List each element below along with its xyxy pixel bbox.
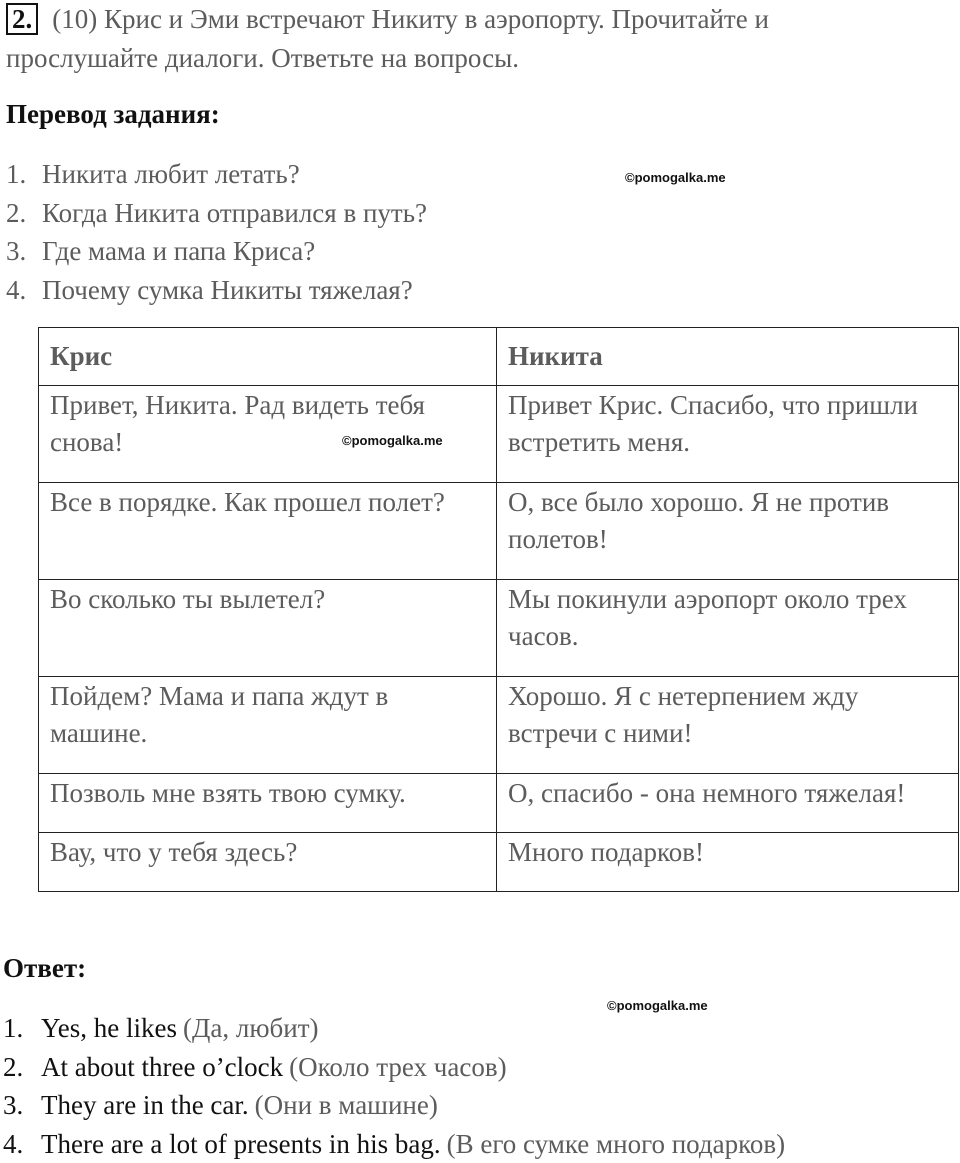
table-row <box>39 677 959 774</box>
table-cell: Много подарков! <box>497 833 959 892</box>
table-cell: Пойдем? Мама и папа ждут в машине. <box>39 677 497 774</box>
table-header-row <box>39 328 959 386</box>
table-row <box>39 580 959 677</box>
table-row <box>39 774 959 833</box>
list-item: 3. Где мама и папа Криса? <box>6 232 427 271</box>
column-header-chris: Крис <box>39 328 497 386</box>
watermark: ©pomogalka.me <box>607 998 708 1013</box>
watermark: ©pomogalka.me <box>625 170 726 185</box>
question-list <box>6 155 427 309</box>
column-header-nikita: Никита <box>497 328 959 386</box>
table-cell: Привет Крис. Спасибо, что пришли встретить меня. <box>497 386 959 483</box>
task-number: 2. <box>6 3 38 35</box>
translation-heading: Перевод задания: <box>6 99 220 130</box>
task-instruction-line1 <box>6 0 769 38</box>
table-row <box>39 386 959 483</box>
answer-list <box>3 1009 785 1163</box>
dialog-table <box>38 327 959 892</box>
watermark: ©pomogalka.me <box>342 422 443 459</box>
list-item: 1. Никита любит летать? <box>6 155 427 194</box>
table-cell: Вау, что у тебя здесь? <box>39 833 497 892</box>
list-item: 2. At about three o’clock (Около трех часов) <box>3 1048 785 1087</box>
list-item: 3. They are in the car. (Они в машине) <box>3 1086 785 1125</box>
answer-heading: Ответ: <box>3 953 86 984</box>
table-cell: Все в порядке. Как прошел полет? <box>39 483 497 580</box>
table-cell: Хорошо. Я с нетерпением жду встречи с ними! <box>497 677 959 774</box>
task-text-line1: (10) Крис и Эми встречают Никиту в аэропорту. Прочитайте и <box>52 4 769 34</box>
table-cell: О, спасибо - она немного тяжелая! <box>497 774 959 833</box>
table-cell: О, все было хорошо. Я не против полетов! <box>497 483 959 580</box>
list-item: 4. Почему сумка Никиты тяжелая? <box>6 271 427 310</box>
task-instruction-line2: прослушайте диалоги. Ответьте на вопросы. <box>6 39 519 77</box>
table-row <box>39 833 959 892</box>
table-cell: Мы покинули аэропорт около трех часов. <box>497 580 959 677</box>
table-cell: Привет, Никита. Рад видеть тебя снова! ©pomogalka.me <box>39 386 497 483</box>
table-cell: Во сколько ты вылетел? <box>39 580 497 677</box>
table-cell: Позволь мне взять твою сумку. <box>39 774 497 833</box>
table-row <box>39 483 959 580</box>
list-item: 4. There are a lot of presents in his bag. (В его сумке много подарков) <box>3 1125 785 1163</box>
list-item: 2. Когда Никита отправился в путь? <box>6 194 427 233</box>
list-item: 1. Yes, he likes (Да, любит) <box>3 1009 785 1048</box>
